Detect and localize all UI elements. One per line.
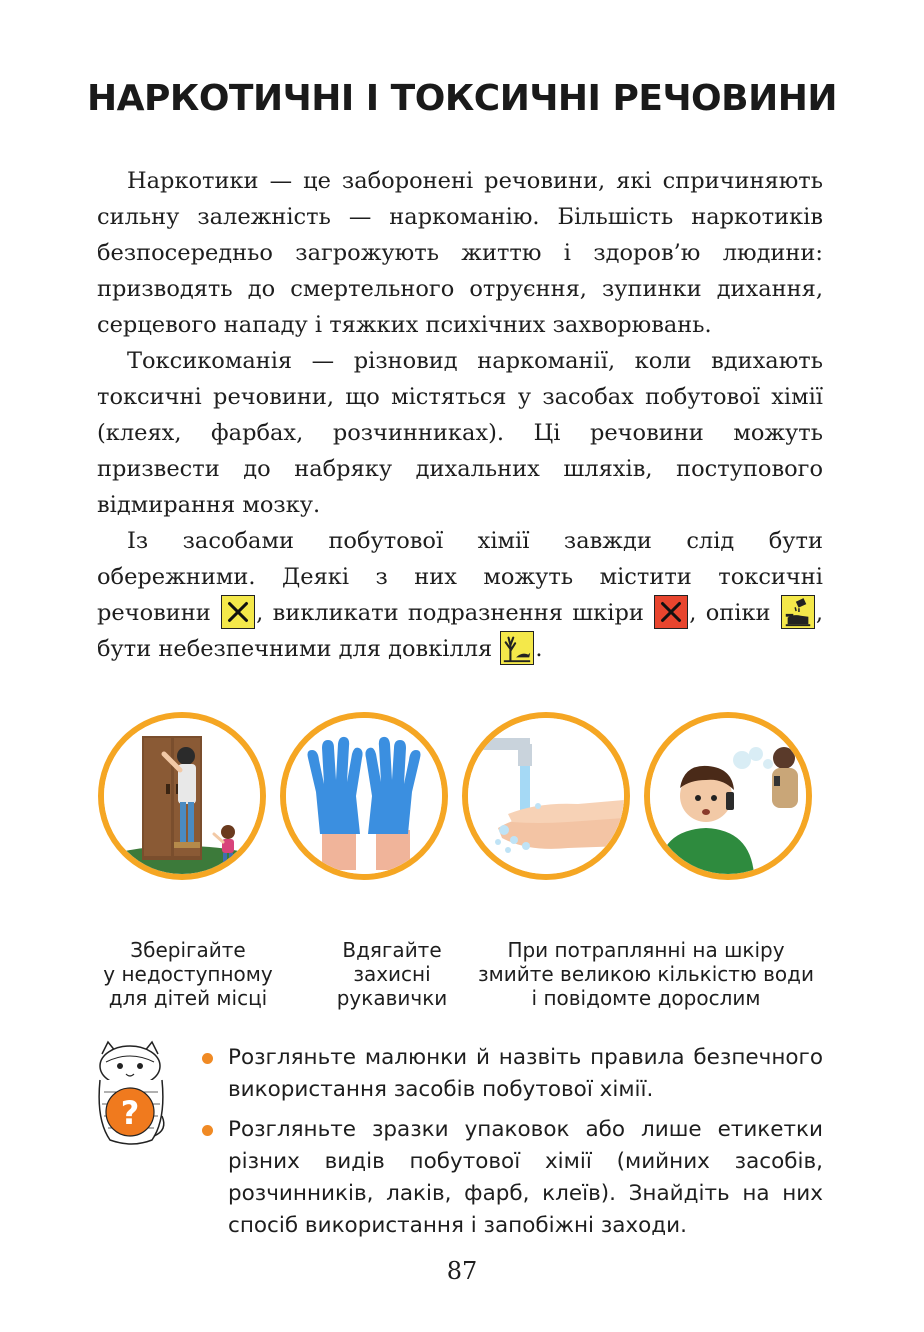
caption-line: змийте великою кількістю води bbox=[478, 962, 814, 986]
bullet-icon bbox=[202, 1053, 213, 1064]
hand-washing-illustration bbox=[462, 712, 630, 880]
caption-line: Вдягайте bbox=[342, 938, 442, 962]
paragraph-toxicomania: Токсикоманія — різновид наркоманії, коли вдихають токсичні речовини, що містяться у засобах побутової хімії (клеях, фарбах, розчинниках). Ці речовини можуть призвести до набряку дихальних шляхів, поступового відмирання мозку. bbox=[97, 348, 823, 518]
environment-hazard-icon bbox=[500, 631, 534, 665]
caption-wash-skin bbox=[470, 938, 822, 1010]
text-segment-2: , викликати подразнення шкіри bbox=[256, 600, 644, 626]
text-segment-5: . bbox=[535, 636, 543, 662]
child-cabinet-illustration bbox=[98, 712, 266, 880]
gloves-illustration bbox=[280, 712, 448, 880]
svg-text:?: ? bbox=[120, 1094, 140, 1132]
caption-line: у недоступному bbox=[103, 962, 273, 986]
text-segment-3: , опіки bbox=[689, 600, 771, 626]
caption-line: Зберігайте bbox=[130, 938, 246, 962]
caption-line: для дітей місці bbox=[108, 986, 268, 1010]
text-segment-1: Із засобами побутової хімії завжди слід бути обережними. Деякі з них можуть містити токсичні речовини bbox=[97, 528, 823, 626]
page-title: НАРКОТИЧНІ І ТОКСИЧНІ РЕЧОВИНИ bbox=[87, 78, 837, 119]
caption-line: і повідомте дорослим bbox=[531, 986, 761, 1010]
illustrations-row bbox=[98, 712, 828, 892]
toxic-x-icon bbox=[221, 595, 255, 629]
caption-line: рукавички bbox=[336, 986, 448, 1010]
caption-line: захисні bbox=[353, 962, 431, 986]
bullet-icon bbox=[202, 1125, 213, 1136]
caption-wear-gloves bbox=[312, 938, 472, 1010]
corrosive-icon bbox=[781, 595, 815, 629]
paragraph-drugs: Наркотики — це заборонені речовини, які спричиняють сильну залежність — наркоманію. Більшість наркотиків безпосередньо загрожують життю і здоров’ю людини: призводять до смертельного отруєння, зупинки дихання, серцевого нападу і тяжких психічних захворювань. bbox=[97, 168, 823, 338]
question-cat-icon bbox=[92, 1040, 170, 1148]
page-number: 87 bbox=[446, 1257, 478, 1285]
caption-line: При потраплянні на шкіру bbox=[507, 938, 785, 962]
phone-call-illustration bbox=[644, 712, 812, 880]
task-text: Розгляньте зразки упаковок або лише етикетки різних видів побутової хімії (мийних засобів, розчинників, лаків, фарб, клеїв). Знайдіть на них спосіб використання і запобіжні заходи. bbox=[228, 1117, 823, 1238]
list-item bbox=[208, 1114, 823, 1242]
text-segment-4: , бути небезпечними для довкілля bbox=[97, 600, 824, 662]
list-item bbox=[208, 1042, 823, 1106]
irritant-x-icon bbox=[654, 595, 688, 629]
caption-store-safely bbox=[98, 938, 278, 1010]
main-text bbox=[97, 163, 823, 667]
tasks-list bbox=[208, 1042, 823, 1250]
paragraph-household-chemicals bbox=[97, 523, 823, 667]
task-text: Розгляньте малюнки й назвіть правила безпечного використання засобів побутової хімії. bbox=[228, 1045, 823, 1102]
